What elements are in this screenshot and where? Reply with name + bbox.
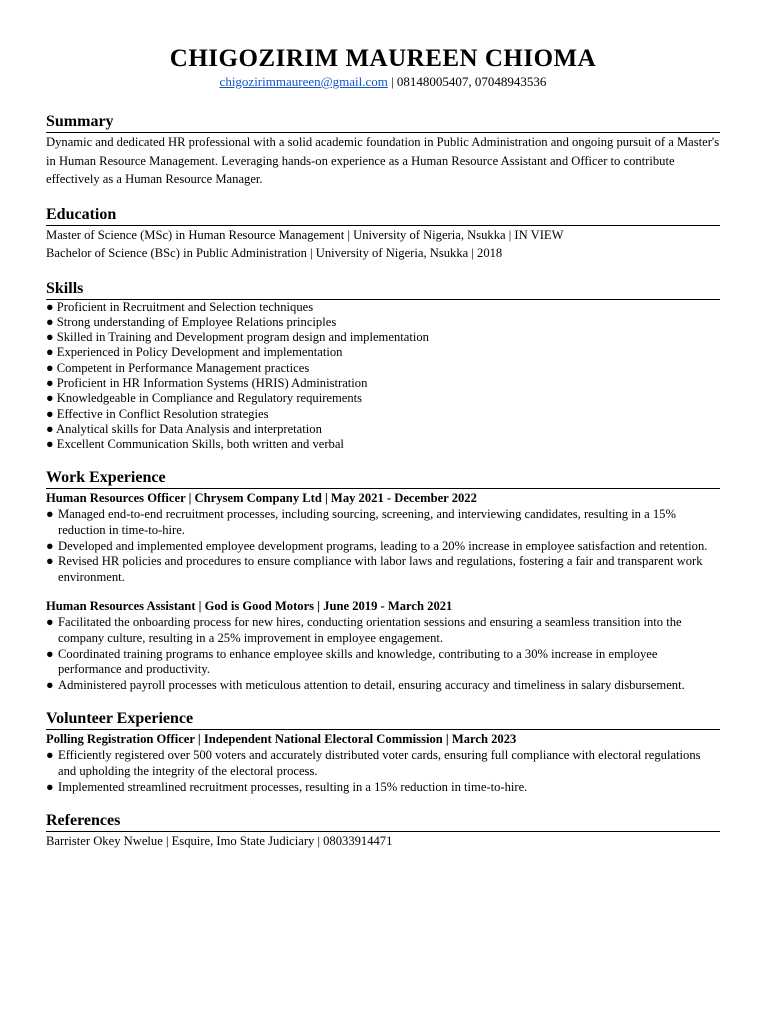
volunteer-bullets	[46, 748, 720, 795]
bullet-item: ● Coordinated training programs to enhance employee skills and knowledge, contributing to a 30% increase in employee performance and productivity.	[46, 646, 658, 677]
job-bullets	[46, 615, 720, 693]
resume-header	[46, 44, 720, 90]
skill-item: ● Proficient in Recruitment and Selection techniques	[46, 299, 314, 314]
bullet-item: ● Managed end-to-end recruitment processes, including sourcing, screening, and interviewing candidates, resulting in a 15% reduction in time-to-hire.	[46, 507, 676, 538]
job-heading: Human Resources Assistant | God is Good Motors | June 2019 - March 2021	[46, 599, 453, 614]
skill-item: ● Competent in Performance Management practices	[46, 360, 310, 375]
contact-line	[46, 74, 720, 90]
education-item: Bachelor of Science (BSc) in Public Administration | University of Nigeria, Nsukka | 2018	[46, 246, 503, 260]
skill-item: ● Knowledgeable in Compliance and Regulatory requirements	[46, 391, 363, 406]
bullet-marker: ●	[46, 646, 54, 661]
skill-item: ● Excellent Communication Skills, both written and verbal	[46, 437, 344, 452]
bullet-item: ● Revised HR policies and procedures to ensure compliance with labor laws and regulations, fostering a fair and transparent work environment.	[46, 554, 703, 584]
phone-numbers: | 08148005407, 07048943536	[387, 74, 547, 89]
section-title-summary: Summary	[46, 112, 720, 133]
job-entry	[46, 597, 720, 693]
work-experience-section	[46, 468, 720, 693]
bullet-item: ● Efficiently registered over 500 voters and accurately distributed voter cards, ensuring full compliance with electoral regulations and upholding the integrity of the electoral process.	[46, 748, 701, 778]
email-link[interactable]: chigozirimmaureen@gmail.com	[219, 74, 388, 89]
references-section	[46, 811, 720, 851]
bullet-marker: ●	[46, 507, 54, 522]
job-entry	[46, 489, 720, 585]
bullet-marker: ●	[46, 554, 54, 569]
section-title-skills: Skills	[46, 279, 720, 300]
education-section	[46, 205, 720, 263]
bullet-marker: ●	[46, 748, 54, 763]
job-heading: Human Resources Officer | Chrysem Company Ltd | May 2021 - December 2022	[46, 491, 477, 506]
reference-entry: Barrister Okey Nwelue | Esquire, Imo State Judiciary | 08033914471	[46, 834, 393, 849]
skill-item: ● Strong understanding of Employee Relations principles	[46, 314, 337, 329]
volunteer-experience-section	[46, 709, 720, 795]
bullet-marker: ●	[46, 779, 54, 794]
skill-item: ● Analytical skills for Data Analysis and interpretation	[46, 421, 322, 436]
bullet-item: ● Implemented streamlined recruitment processes, resulting in a 15% reduction in time-to-hire.	[46, 779, 528, 794]
skill-item: ● Experienced in Policy Development and implementation	[46, 345, 343, 360]
skill-item: ● Effective in Conflict Resolution strategies	[46, 406, 269, 421]
education-item: Master of Science (MSc) in Human Resource Management | University of Nigeria, Nsukka | IN VIEW	[46, 227, 564, 242]
volunteer-heading: Polling Registration Officer | Independent National Electoral Commission | March 2023	[46, 732, 517, 747]
bullet-item: ● Facilitated the onboarding process for new hires, conducting orientation sessions and ensuring a seamless transition into the company culture, resulting in a 25% improvement in employee engagement.	[46, 615, 682, 646]
bullet-item: ● Developed and implemented employee development programs, leading to a 20% increase in employee satisfaction and retention.	[46, 538, 708, 553]
summary-text: Dynamic and dedicated HR professional with a solid academic foundation in Public Administration and ongoing pursuit of a Master's in Human Resource Management. Leveraging hands-on experience as a Human Resource Assistant and Officer to contribute effectively as a Human Resource Manager.	[46, 135, 720, 186]
section-title-education: Education	[46, 205, 720, 226]
skill-item: ● Skilled in Training and Development program design and implementation	[46, 330, 429, 345]
section-title-references: References	[46, 811, 720, 832]
section-title-volunteer-experience: Volunteer Experience	[46, 709, 720, 730]
bullet-marker: ●	[46, 538, 54, 553]
summary-section	[46, 112, 720, 189]
section-title-work-experience: Work Experience	[46, 468, 720, 489]
candidate-name: CHIGOZIRIM MAUREEN CHIOMA	[169, 45, 597, 72]
job-bullets	[46, 507, 720, 585]
bullet-item: ● Administered payroll processes with meticulous attention to detail, ensuring accuracy and timeliness in salary disbursement.	[46, 677, 685, 692]
bullet-marker: ●	[46, 615, 54, 630]
skill-item: ● Proficient in HR Information Systems (HRIS) Administration	[46, 375, 368, 390]
bullet-marker: ●	[46, 677, 54, 692]
skills-section	[46, 279, 720, 453]
